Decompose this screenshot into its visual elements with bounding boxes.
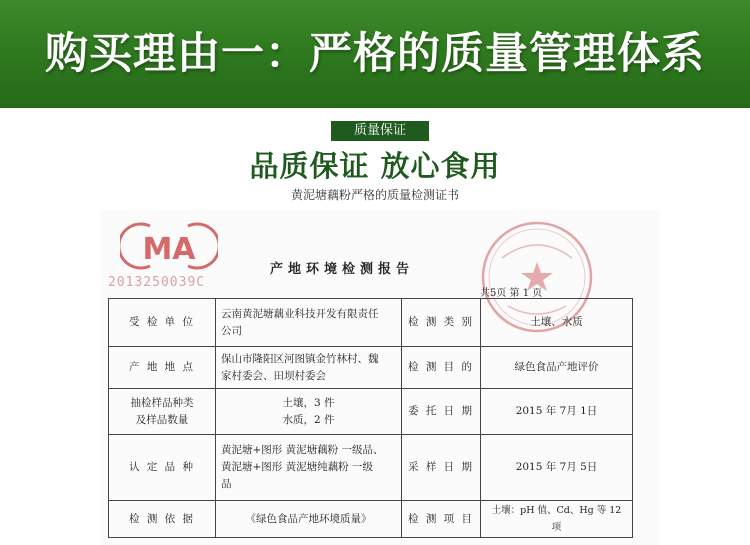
cma-stamp-icon (120, 222, 218, 270)
basis-value: 《绿色食品产地环境质量》 (216, 501, 402, 538)
commission-label: 委 托 日 期 (402, 389, 481, 435)
commission-value: 2015 年 7月 1日 (481, 389, 633, 435)
product-label: 认 定 品 种 (109, 435, 216, 501)
purpose-value: 绿色食品产地评价 (481, 347, 633, 389)
report-title: 产地环境检测报告 (270, 262, 415, 277)
location-label: 产 地 地 点 (109, 347, 216, 389)
sample-label-line-2: 及样品数量 (135, 413, 189, 426)
product-value (216, 435, 402, 501)
certificate-serial: 2013250039C (108, 275, 206, 290)
sample-label (109, 389, 216, 435)
header-banner (0, 0, 750, 108)
sample-label-line-1: 抽检样品种类 (130, 396, 194, 409)
table-row (109, 389, 633, 435)
cma-stamp-text: MA (142, 232, 196, 267)
table-row (109, 347, 633, 389)
test-type-label: 检 测 类 别 (402, 299, 481, 347)
sample-value (216, 389, 402, 435)
section-subline: 黄泥塘藕粉严格的质量检测证书 (290, 188, 459, 202)
basis-label: 检 测 依 据 (109, 501, 216, 538)
sampling-value: 2015 年 7月 5日 (481, 435, 633, 501)
location-value-line-1: 保山市隆阳区河图镇金竹林村、魏 (221, 352, 379, 365)
client-value-line-1: 云南黄泥塘藕业科技开发有限责任 (221, 307, 379, 320)
location-value (216, 347, 402, 389)
product-value-line-2: 黄泥塘+图形 黄泥塘纯藕粉 一级 (221, 461, 373, 473)
purpose-label: 检 测 目 的 (402, 347, 481, 389)
sample-value-line-2: 水质，2 件 (282, 413, 335, 426)
client-label: 受 检 单 位 (109, 299, 216, 347)
test-type-value: 土壤、水质 (481, 299, 633, 347)
table-row (109, 501, 633, 538)
sampling-label: 采 样 日 期 (402, 435, 481, 501)
items-value: 土壤：pH 值、Cd、Hg 等 12 项 (481, 501, 633, 538)
banner-title: 购买理由一：严格的质量管理体系 (45, 29, 705, 79)
client-value-line-2: 公司 (221, 324, 242, 337)
product-value-line-3: 品 (221, 478, 232, 490)
table-row (109, 299, 633, 347)
report-table (108, 298, 633, 538)
client-value (216, 299, 402, 347)
sample-value-line-1: 土壤，3 件 (282, 396, 335, 409)
items-label: 检 测 项 目 (402, 501, 481, 538)
report-page-count: 共5页 第 1 页 (480, 288, 543, 299)
product-value-line-1: 黄泥塘+图形 黄泥塘藕粉 一级品、 (221, 444, 384, 456)
location-value-line-2: 家村委会、田坝村委会 (221, 369, 326, 382)
table-row (109, 435, 633, 501)
section-tag: 质量保证 (331, 121, 429, 141)
section-headline: 品质保证 放心食用 (249, 149, 501, 183)
